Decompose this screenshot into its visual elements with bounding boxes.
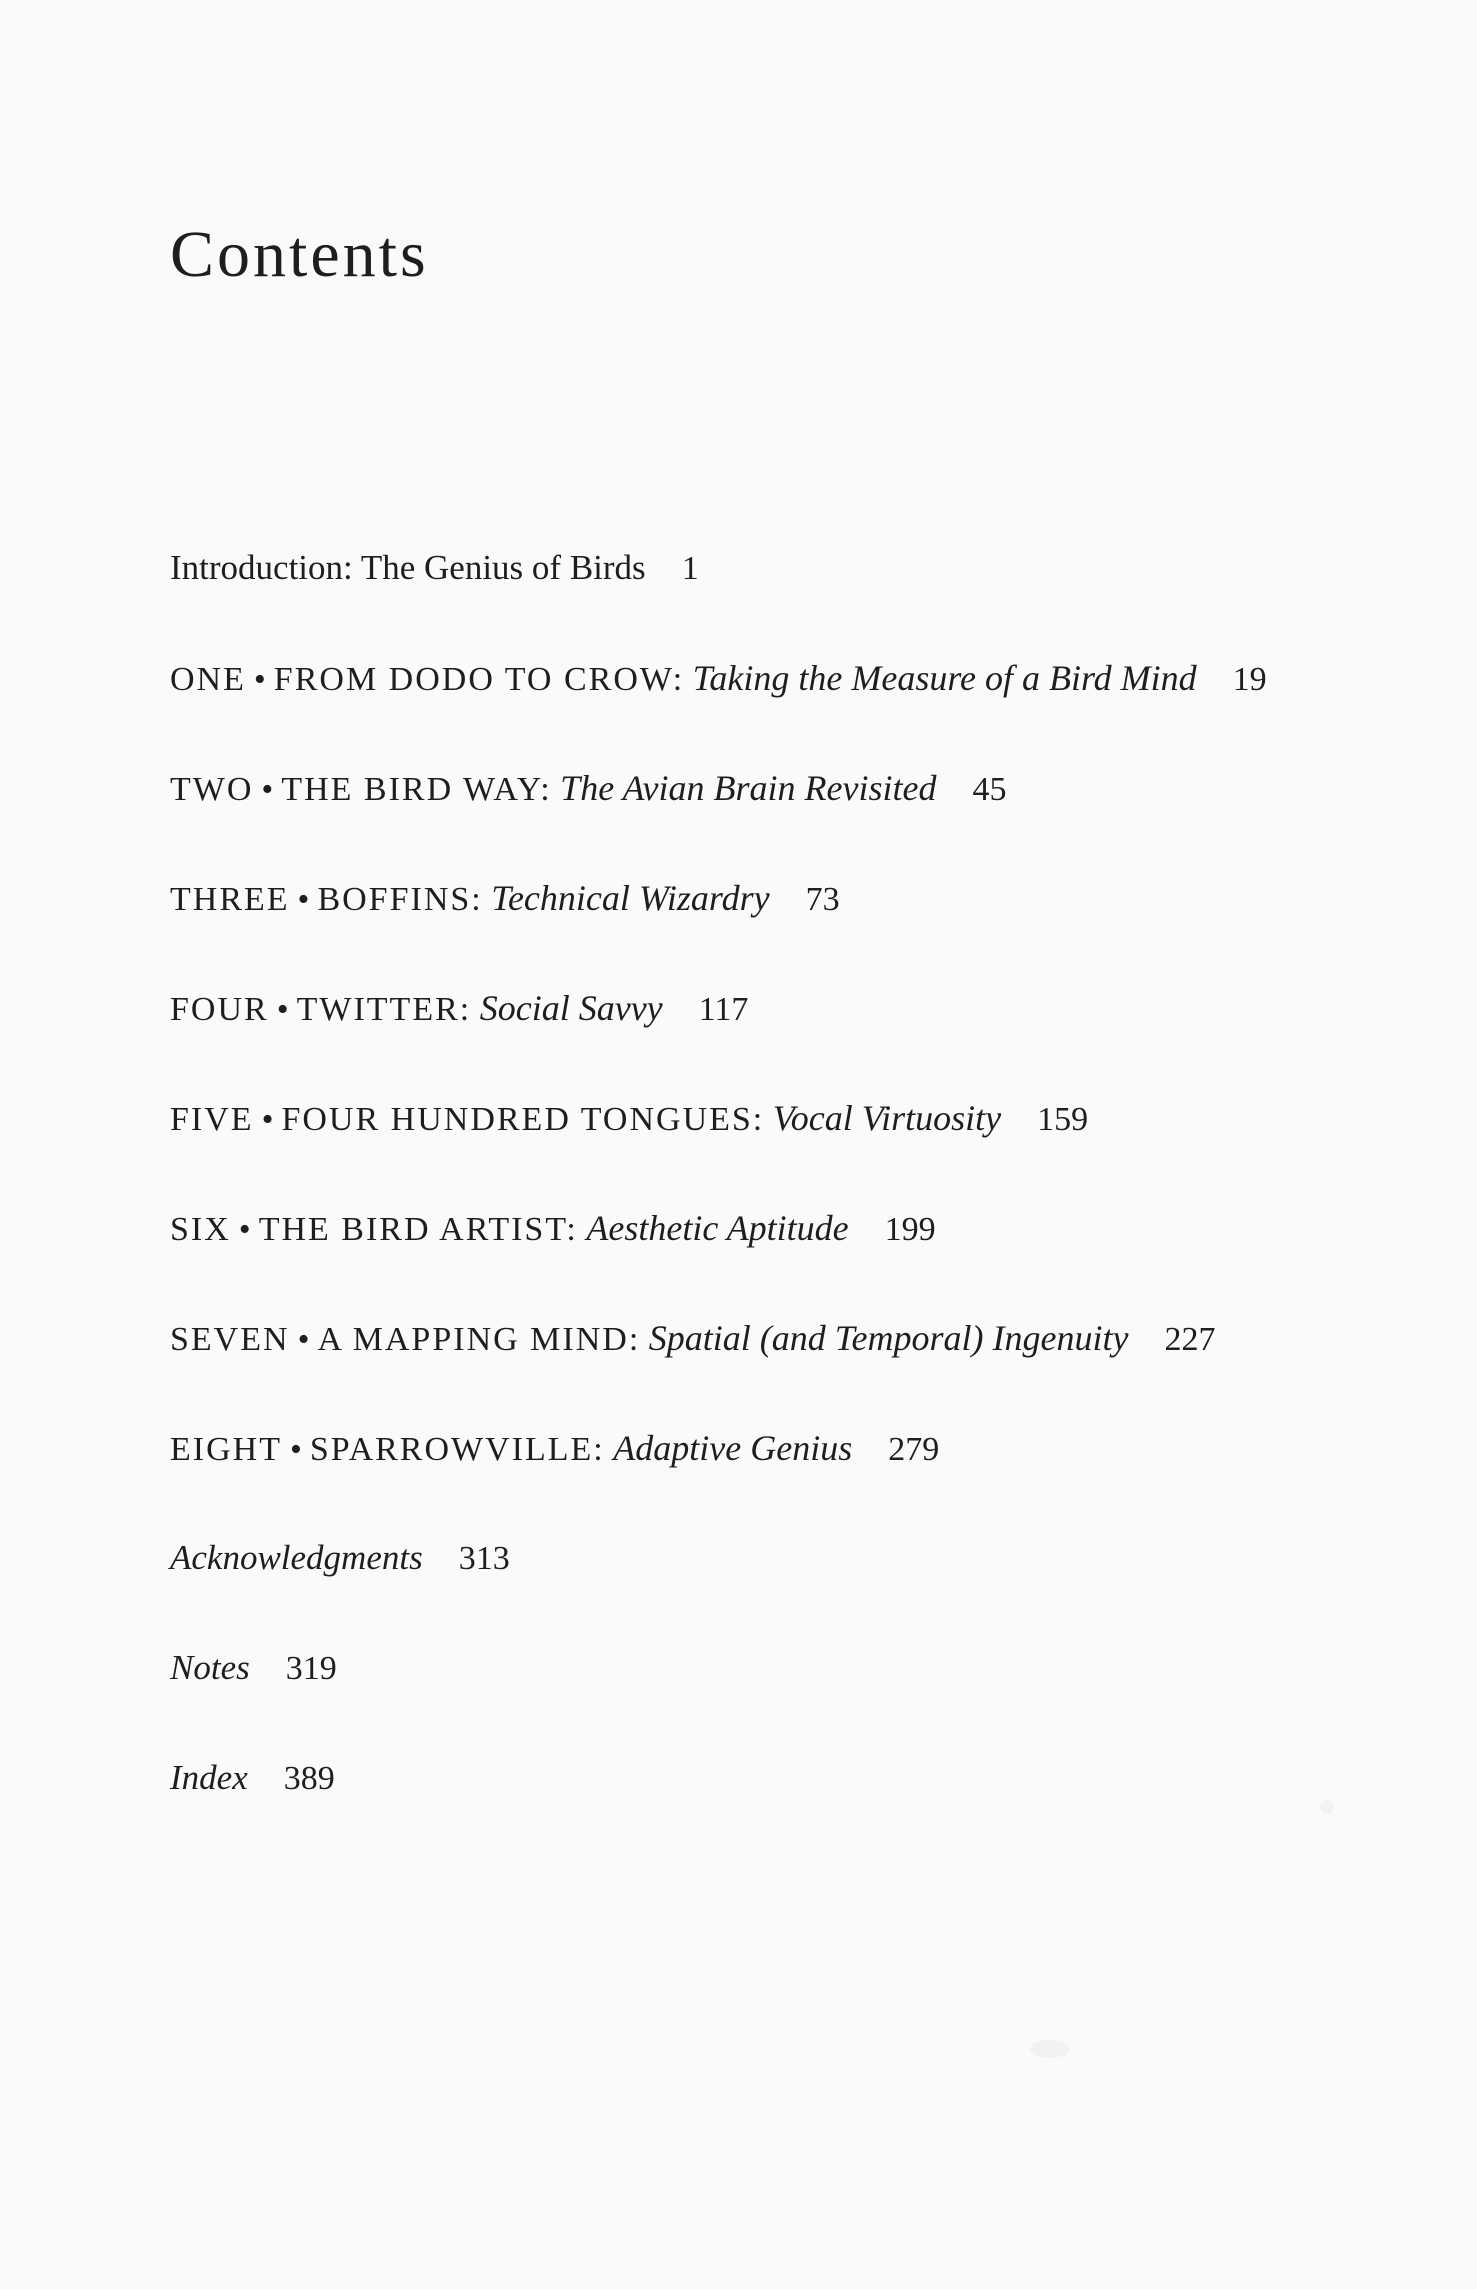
chapter-number: FIVE xyxy=(170,1101,254,1138)
chapter-number: SIX xyxy=(170,1211,231,1248)
chapter-subtitle: Spatial (and Temporal) Ingenuity xyxy=(648,1318,1129,1358)
entry-title: Index xyxy=(170,1758,248,1797)
paper-smudge xyxy=(1320,1800,1334,1814)
toc-entry-chapter-six xyxy=(170,1208,936,1250)
toc-entry-chapter-four xyxy=(170,988,748,1030)
chapter-heading: SPARROWVILLE: xyxy=(309,1431,605,1468)
entry-page-number: 319 xyxy=(285,1650,337,1687)
bullet-separator: • xyxy=(261,771,274,808)
entry-page-number: 159 xyxy=(1037,1101,1089,1138)
chapter-heading: THE BIRD ARTIST: xyxy=(258,1211,578,1248)
toc-entry-chapter-five xyxy=(170,1098,1088,1140)
chapter-subtitle: Aesthetic Aptitude xyxy=(586,1208,849,1248)
toc-entry-chapter-one xyxy=(170,658,1267,700)
chapter-subtitle: Social Savvy xyxy=(479,988,663,1028)
chapter-heading: TWITTER: xyxy=(296,991,472,1028)
entry-title: Introduction: The Genius of Birds xyxy=(170,548,646,587)
paper-smudge xyxy=(1030,2040,1070,2058)
toc-entry-chapter-eight xyxy=(170,1428,939,1470)
entry-page-number: 313 xyxy=(458,1540,510,1577)
entry-page-number: 117 xyxy=(698,991,749,1028)
bullet-separator: • xyxy=(297,881,310,918)
chapter-subtitle: Adaptive Genius xyxy=(613,1428,853,1468)
chapter-heading: FROM DODO TO CROW: xyxy=(273,661,685,698)
entry-page-number: 279 xyxy=(888,1431,940,1468)
toc-entry-introduction xyxy=(170,548,699,589)
toc-entry-chapter-two xyxy=(170,768,1006,810)
bullet-separator: • xyxy=(297,1321,310,1358)
bullet-separator: • xyxy=(276,991,289,1028)
chapter-number: ONE xyxy=(170,661,246,698)
chapter-heading: A MAPPING MIND: xyxy=(317,1321,641,1358)
toc-entry-chapter-seven xyxy=(170,1318,1215,1360)
entry-page-number: 73 xyxy=(805,881,840,918)
bullet-separator: • xyxy=(261,1101,274,1138)
chapter-number: THREE xyxy=(170,881,290,918)
entry-page-number: 199 xyxy=(884,1211,936,1248)
entry-page-number: 19 xyxy=(1232,661,1267,698)
toc-entry-index xyxy=(170,1758,335,1799)
toc-entry-chapter-three xyxy=(170,878,840,920)
chapter-heading: THE BIRD WAY: xyxy=(281,771,552,808)
chapter-number: FOUR xyxy=(170,991,269,1028)
bullet-separator: • xyxy=(253,661,266,698)
chapter-subtitle: The Avian Brain Revisited xyxy=(560,768,937,808)
entry-title: Acknowledgments xyxy=(170,1538,423,1577)
entry-page-number: 45 xyxy=(972,771,1007,808)
chapter-subtitle: Vocal Virtuosity xyxy=(772,1098,1002,1138)
page-title: Contents xyxy=(170,218,429,291)
chapter-number: EIGHT xyxy=(170,1431,282,1468)
chapter-heading: BOFFINS: xyxy=(317,881,483,918)
entry-page-number: 389 xyxy=(283,1760,335,1797)
toc-entry-notes xyxy=(170,1648,337,1689)
entry-page-number: 1 xyxy=(681,550,699,587)
bullet-separator: • xyxy=(289,1431,302,1468)
toc-entry-acknowledgments xyxy=(170,1538,510,1579)
entry-page-number: 227 xyxy=(1164,1321,1216,1358)
chapter-number: SEVEN xyxy=(170,1321,290,1358)
entry-title: Notes xyxy=(170,1648,250,1687)
chapter-subtitle: Taking the Measure of a Bird Mind xyxy=(692,658,1197,698)
chapter-heading: FOUR HUNDRED TONGUES: xyxy=(281,1101,765,1138)
bullet-separator: • xyxy=(238,1211,251,1248)
chapter-subtitle: Technical Wizardry xyxy=(491,878,770,918)
chapter-number: TWO xyxy=(170,771,254,808)
